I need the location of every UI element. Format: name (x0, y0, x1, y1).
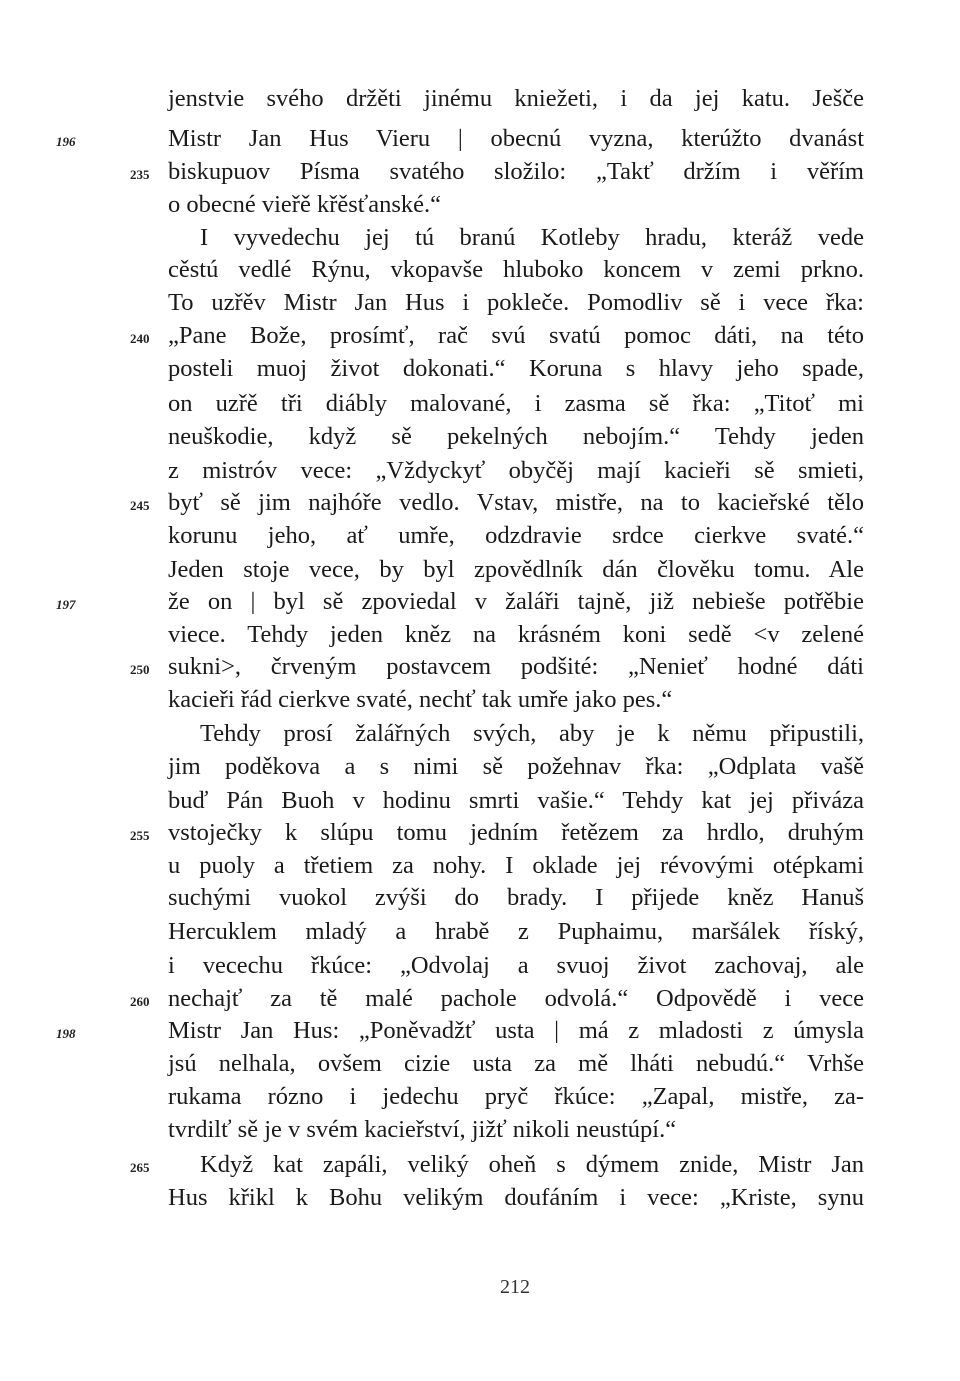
folio-reference: 197 (56, 597, 76, 612)
line-number: 250 (130, 662, 150, 677)
text-line: Mistr Jan Hus: „Poněvadžť usta | má z mladosti z úmysla (168, 1017, 864, 1044)
text-line: cěstú vedlé Rýnu, vkopavše hluboko koncem v zemi prkno. (168, 256, 864, 283)
text-line: Jeden stoje vece, by byl zpovědlník dán člověku tomu. Ale (168, 556, 864, 583)
line-number: 255 (130, 828, 150, 843)
text-line: To uzřěv Mistr Jan Hus i pokleče. Pomodliv sě i vece řka: (168, 289, 864, 316)
text-line: Mistr Jan Hus Vieru | obecnú vyzna, kterúžto dvanást (168, 125, 864, 152)
text-line: posteli muoj život dokonati.“ Koruna s hlavy jeho spade, (168, 355, 864, 382)
text-line: u puoly a třetiem za nohy. I oklade jej révovými otépkami (168, 852, 864, 879)
text-line: rukama rózno i jedechu pryč řkúce: „Zapal, mistře, za- (168, 1083, 864, 1110)
text-line: neuškodie, když sě pekelných nebojím.“ Tehdy jeden (168, 423, 864, 450)
line-number: 240 (130, 331, 150, 346)
text-line: I vyvedechu jej tú branú Kotleby hradu, kteráž vede (200, 224, 864, 251)
text-line: buď Pán Buoh v hodinu smrti vašie.“ Tehdy kat jej přiváza (168, 787, 864, 814)
text-line: i vecechu řkúce: „Odvolaj a svuoj život zachovaj, ale (168, 952, 864, 979)
text-line: o obecné vieřě křěsťanské.“ (168, 191, 442, 218)
text-line: byť sě jim najhóře vedlo. Vstav, mistře, na to kacieřské tělo (168, 489, 864, 516)
text-line: jsú nelhala, ovšem cizie usta za mě lháti nebudú.“ Vrhše (168, 1050, 864, 1077)
text-line: „Pane Bože, prosímť, rač svú svatú pomoc dáti, na této (168, 322, 864, 349)
text-line: z mistróv vece: „Vždyckyť obyčěj mají kacieři sě smieti, (168, 457, 864, 484)
folio-reference: 198 (56, 1026, 76, 1041)
text-line: jim poděkova a s nimi sě požehnav řka: „Odplata vašě (168, 753, 864, 780)
line-number: 265 (130, 1160, 150, 1175)
text-line: suchými vuokol zvýši do brady. I přijede kněz Hanuš (168, 884, 864, 911)
text-line: sukni>, črveným postavcem podšité: „Nenieť hodné dáti (168, 653, 864, 680)
text-line: tvrdilť sě je v svém kacieřství, jižť nikoli neustúpí.“ (168, 1116, 677, 1143)
text-line: nechajť za tě malé pachole odvolá.“ Odpovědě i vece (168, 985, 864, 1012)
text-line: on uzřě tři diábly malované, i zasma sě řka: „Titoť mi (168, 390, 864, 417)
text-line: Hus křikl k Bohu velikým doufáním i vece: „Kriste, synu (168, 1184, 864, 1211)
line-number: 235 (130, 167, 150, 182)
page-number: 212 (500, 1276, 530, 1298)
text-line: vstoječky k slúpu tomu jedním řetězem za hrdlo, druhým (168, 819, 864, 846)
text-line: Tehdy prosí žalářných svých, aby je k němu připustili, (200, 720, 864, 747)
text-line: kacieři řád cierkve svaté, nechť tak umře jako pes.“ (168, 686, 673, 713)
text-line: Hercuklem mladý a hrabě z Puphaimu, maršálek říský, (168, 918, 864, 945)
text-line: že on | byl sě zpoviedal v žaláři tajně, již nebieše potřěbie (168, 588, 864, 615)
text-line: biskupuov Písma svatého složilo: „Takť držím i věřím (168, 158, 864, 185)
text-line: viece. Tehdy jeden kněz na krásném koni sedě <v zelené (168, 621, 864, 648)
folio-reference: 196 (56, 134, 76, 149)
text-line: Když kat zapáli, veliký oheň s dýmem znide, Mistr Jan (200, 1151, 864, 1178)
text-line: jenstvie svého držěti jinému kniežeti, i da jej katu. Ješče (168, 85, 864, 112)
text-line: korunu jeho, ať umře, odzdravie srdce cierkve svaté.“ (168, 522, 864, 549)
line-number: 260 (130, 994, 150, 1009)
line-number: 245 (130, 498, 150, 513)
